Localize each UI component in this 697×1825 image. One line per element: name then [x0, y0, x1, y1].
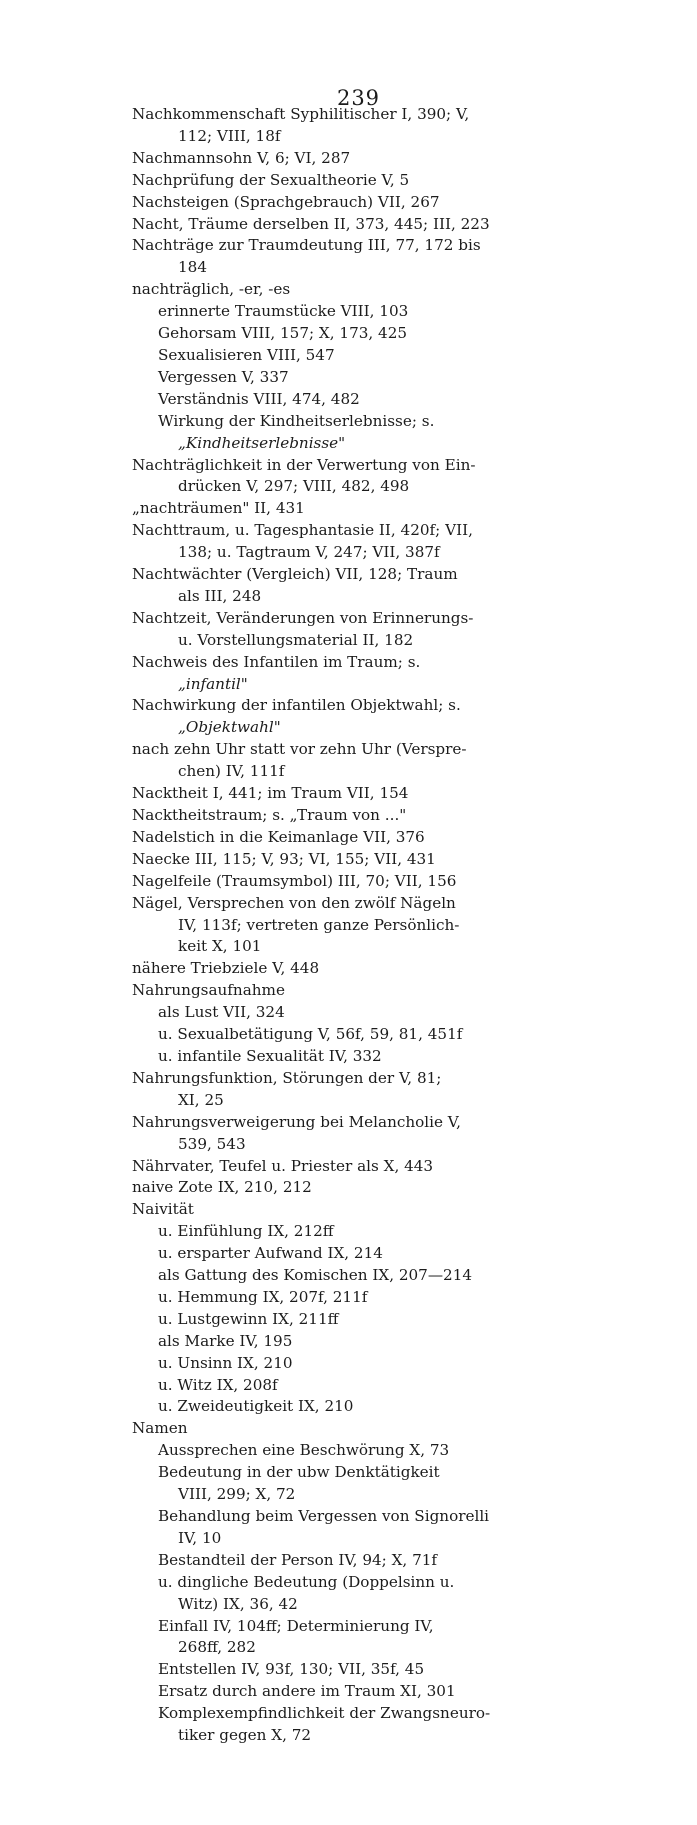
- index-subentry: Wirkung der Kindheitserlebnisse; s.: [158, 411, 435, 430]
- index-continuation: tiker gegen X, 72: [178, 1726, 312, 1745]
- index-entry: naive Zote IX, 210, 212: [132, 1178, 312, 1197]
- index-subentry: u. Einfühlung IX, 212ff: [158, 1222, 334, 1241]
- index-continuation: „Objektwahl": [178, 718, 281, 737]
- index-entry: Nachkommenschaft Syphilitischer I, 390; V,: [132, 105, 470, 123]
- index-subentry: u. Witz IX, 208f: [158, 1375, 278, 1394]
- index-subentry: u. Zweideutigkeit IX, 210: [158, 1397, 354, 1416]
- index-entry: Nachträglichkeit in der Verwertung von Ein-: [132, 455, 476, 474]
- index-subentry: Ersatz durch andere im Traum XI, 301: [158, 1682, 456, 1701]
- index-subentry: als Lust VII, 324: [158, 1003, 285, 1022]
- index-continuation: 112; VIII, 18f: [178, 126, 281, 145]
- index-subentry: u. ersparter Aufwand IX, 214: [158, 1244, 383, 1263]
- index-entry: Nägel, Versprechen von den zwölf Nägeln: [132, 893, 456, 912]
- index-entry: Nahrungsfunktion, Störungen der V, 81;: [132, 1068, 442, 1087]
- index-continuation: chen) IV, 111f: [178, 762, 285, 781]
- index-subentry: Entstellen IV, 93f, 130; VII, 35f, 45: [158, 1660, 425, 1679]
- index-continuation: IV, 10: [178, 1528, 222, 1547]
- index-continuation: drücken V, 297; VIII, 482, 498: [178, 477, 410, 496]
- index-subentry: Sexualisieren VIII, 547: [158, 345, 335, 364]
- index-subentry: Bedeutung in der ubw Denktätigkeit: [158, 1463, 440, 1482]
- index-entry: „nachträumen" II, 431: [132, 499, 305, 518]
- index-continuation: „infantil": [178, 674, 248, 693]
- index-entry: Nachmannsohn V, 6; VI, 287: [132, 148, 351, 167]
- index-entry: nähere Triebziele V, 448: [132, 959, 320, 978]
- index-entry: Naivität: [132, 1200, 194, 1219]
- index-entry: nachträglich, -er, -es: [132, 280, 291, 299]
- index-entry: Nachtzeit, Veränderungen von Erinnerungs-: [132, 608, 474, 627]
- index-subentry: als Gattung des Komischen IX, 207—214: [158, 1266, 473, 1285]
- index-continuation: keit X, 101: [178, 937, 262, 956]
- index-subentry: als Marke IV, 195: [158, 1331, 293, 1350]
- index-subentry: Verständnis VIII, 474, 482: [158, 389, 360, 408]
- index-entry: Nahrungsverweigerung bei Melancholie V,: [132, 1112, 461, 1131]
- index-entry: Nachweis des Infantilen im Traum; s.: [132, 652, 421, 671]
- index-entry: Nachträge zur Traumdeutung III, 77, 172 bis: [132, 236, 481, 255]
- index-entry: Nachsteigen (Sprachgebrauch) VII, 267: [132, 192, 440, 211]
- index-subentry: Aussprechen eine Beschwörung X, 73: [158, 1441, 450, 1460]
- index-subentry: u. Sexualbetätigung V, 56f, 59, 81, 451f: [158, 1025, 463, 1044]
- index-continuation: VIII, 299; X, 72: [178, 1485, 296, 1504]
- index-subentry: Gehorsam VIII, 157; X, 173, 425: [158, 324, 408, 343]
- index-entry: nach zehn Uhr statt vor zehn Uhr (Verspre-: [132, 740, 467, 759]
- index-subentry: u. Lustgewinn IX, 211ff: [158, 1309, 339, 1328]
- page-number: 239: [336, 86, 381, 110]
- index-subentry: Einfall IV, 104ff; Determinierung IV,: [158, 1616, 434, 1635]
- index-subentry: erinnerte Traumstücke VIII, 103: [158, 302, 409, 321]
- index-column: [132, 104, 572, 1747]
- index-entry: Naecke III, 115; V, 93; VI, 155; VII, 431: [132, 849, 436, 868]
- index-entry: Nagelfeile (Traumsymbol) III, 70; VII, 156: [132, 871, 457, 890]
- index-entry: Nachttraum, u. Tagesphantasie II, 420f; VII,: [132, 521, 473, 540]
- index-subentry: u. dingliche Bedeutung (Doppelsinn u.: [158, 1572, 455, 1591]
- index-subentry: Komplexempfindlichkeit der Zwangsneuro-: [158, 1704, 491, 1723]
- index-entry: Nadelstich in die Keimanlage VII, 376: [132, 827, 425, 846]
- index-entry: Nachtwächter (Vergleich) VII, 128; Traum: [132, 565, 458, 584]
- index-continuation: XI, 25: [178, 1090, 224, 1109]
- index-entry: Namen: [132, 1419, 188, 1438]
- index-entry: Nacktheit I, 441; im Traum VII, 154: [132, 784, 409, 803]
- index-entry: Nacht, Träume derselben II, 373, 445; III, 223: [132, 214, 490, 233]
- index-continuation: als III, 248: [178, 586, 262, 605]
- index-continuation: „Kindheitserlebnisse": [178, 433, 346, 452]
- index-entry: Nahrungsaufnahme: [132, 981, 285, 1000]
- index-entry: Nachwirkung der infantilen Objektwahl; s.: [132, 696, 461, 715]
- index-continuation: u. Vorstellungsmaterial II, 182: [178, 630, 414, 649]
- index-continuation: 184: [178, 258, 207, 277]
- index-continuation: IV, 113f; vertreten ganze Persönlich-: [178, 915, 460, 934]
- index-subentry: u. Unsinn IX, 210: [158, 1353, 293, 1372]
- index-subentry: u. Hemmung IX, 207f, 211f: [158, 1287, 368, 1306]
- index-entry: Nährvater, Teufel u. Priester als X, 443: [132, 1156, 434, 1175]
- index-entry: Nacktheitstraum; s. „Traum von ...": [132, 806, 407, 824]
- index-continuation: 138; u. Tagtraum V, 247; VII, 387f: [178, 543, 440, 562]
- index-subentry: Vergessen V, 337: [158, 367, 289, 386]
- index-subentry: Bestandteil der Person IV, 94; X, 71f: [158, 1550, 438, 1569]
- index-continuation: 268ff, 282: [178, 1638, 256, 1657]
- index-entry: Nachprüfung der Sexualtheorie V, 5: [132, 170, 410, 189]
- index-continuation: 539, 543: [178, 1134, 246, 1153]
- index-subentry: u. infantile Sexualität IV, 332: [158, 1046, 382, 1065]
- index-subentry: Behandlung beim Vergessen von Signorelli: [158, 1507, 490, 1525]
- index-continuation: Witz) IX, 36, 42: [178, 1594, 298, 1613]
